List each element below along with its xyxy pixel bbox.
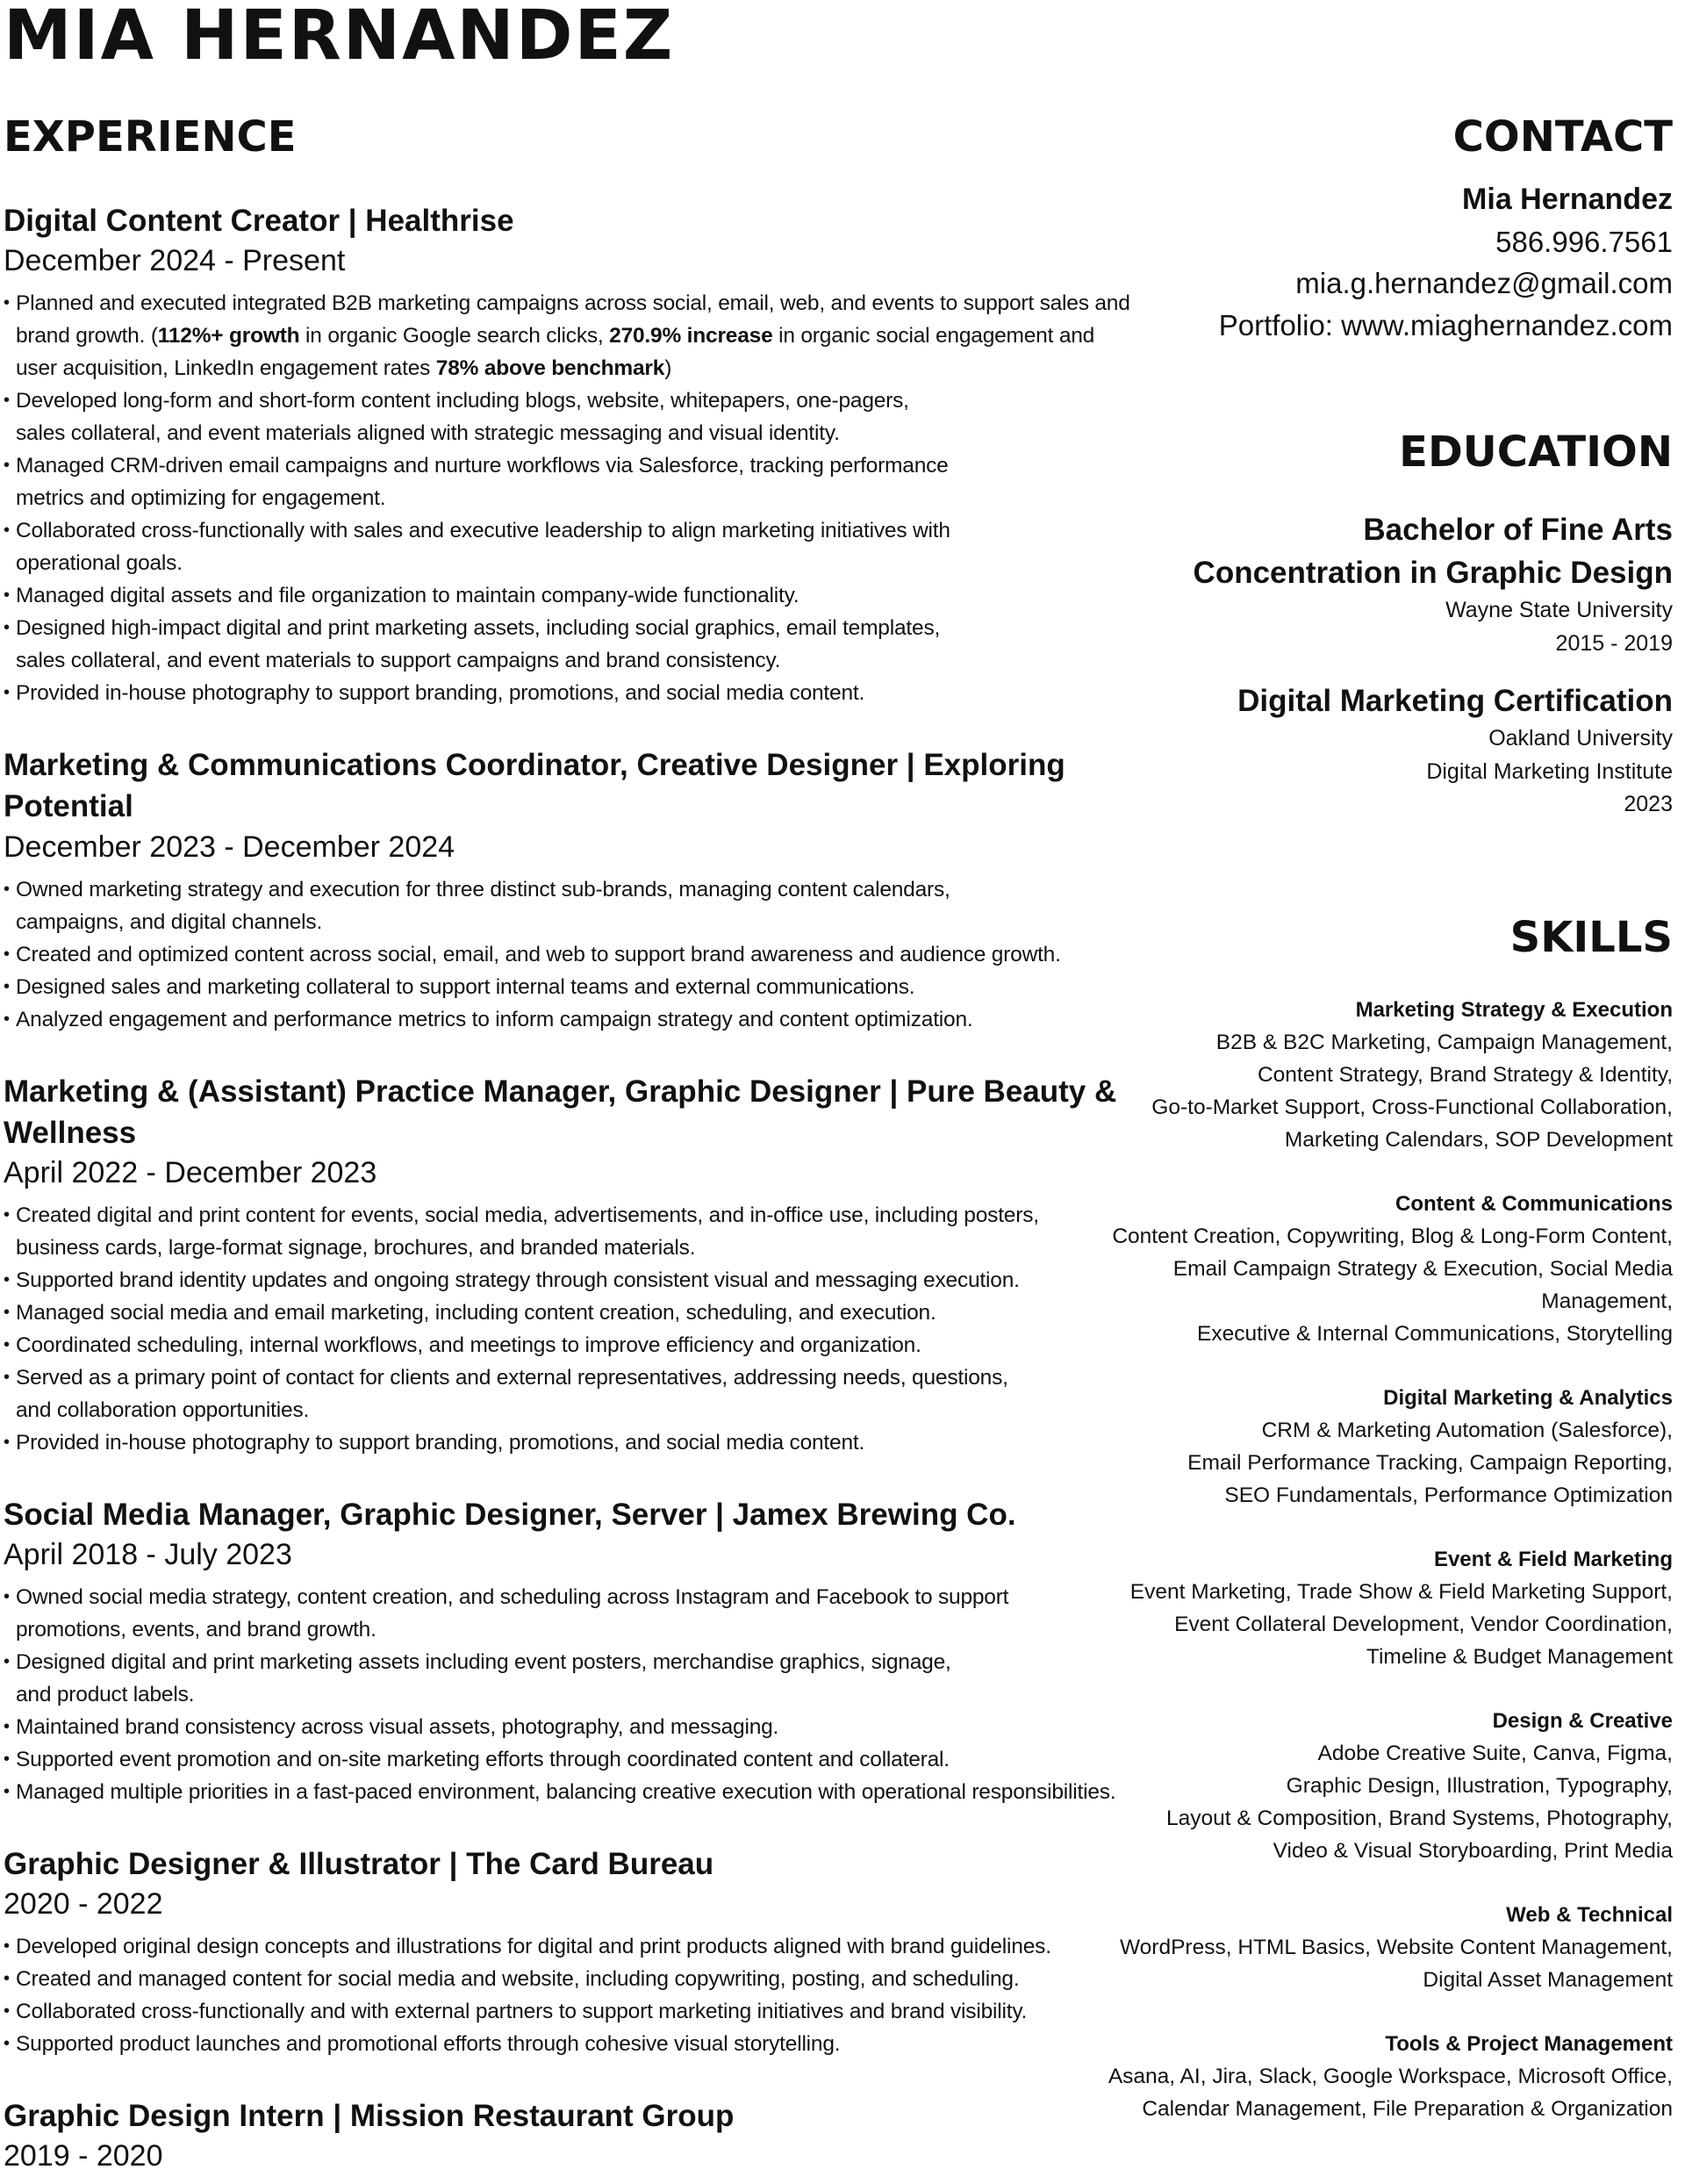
job-bullet: • Planned and executed integrated B2B marketing campaigns across social, email, web, and events to support sales and brand growth. (112%+ growth in organic Google search clicks, 270.9% increase in organic social engagement and user acquisition, LinkedIn engagement rates 78% above benchmark) [4, 287, 1136, 384]
degree-line-1: Bachelor of Fine Arts [1363, 513, 1673, 548]
job-dates: 2020 - 2022 [4, 1887, 163, 1922]
job-title: Digital Content Creator | Healthrise [4, 204, 514, 238]
job-bullet: • Supported product launches and promotional efforts through cohesive visual storytelling. [4, 2028, 1136, 2060]
job-bullet: • Owned marketing strategy and execution for three distinct sub-brands, managing content calendars, campaigns, and digital channels. [4, 873, 1136, 938]
job-entry [4, 1494, 1136, 1808]
job-bullet: • Designed high-impact digital and print marketing assets, including social graphics, email templates, sales collateral, and event materials to support campaigns and brand consistency. [4, 612, 1136, 677]
job-bullet: • Managed digital assets and file organization to maintain company-wide functionality. [4, 579, 1136, 612]
skill-line: Video & Visual Storyboarding, Print Media [1273, 1838, 1673, 1863]
skill-category: Marketing Strategy & Execution [1355, 997, 1673, 1022]
job-dates: April 2018 - July 2023 [4, 1538, 292, 1572]
certification-institute: Digital Marketing Institute [1426, 758, 1673, 784]
skill-line: Timeline & Budget Management [1366, 1644, 1673, 1669]
skill-line: Marketing Calendars, SOP Development [1284, 1127, 1673, 1152]
skill-line: Event Collateral Development, Vendor Coordination, [1174, 1612, 1673, 1636]
job-bullet: • Created digital and print content for events, social media, advertisements, and in-office use, including posters, business cards, large-format signage, brochures, and branded materials. [4, 1199, 1136, 1264]
skill-category: Digital Marketing & Analytics [1383, 1385, 1673, 1410]
skill-group [1041, 1188, 1673, 1350]
job-dates: April 2022 - December 2023 [4, 1156, 377, 1190]
job-title: Graphic Design Intern | Mission Restaurant Group [4, 2099, 735, 2134]
skill-line: WordPress, HTML Basics, Website Content Management, [1120, 1935, 1673, 1959]
job-bullets [4, 287, 1136, 709]
job-bullet: • Created and managed content for social media and website, including copywriting, posting, and scheduling. [4, 1963, 1136, 1995]
job-list [4, 200, 1136, 2177]
job-bullet: • Provided in-house photography to support branding, promotions, and social media content. [4, 677, 1136, 709]
job-bullets [4, 1199, 1136, 1459]
skill-line: CRM & Marketing Automation (Salesforce), [1261, 1418, 1673, 1442]
degree-title [1041, 508, 1673, 594]
skill-group [1041, 2028, 1673, 2125]
skill-line: Content Strategy, Brand Strategy & Identity, [1257, 1062, 1673, 1087]
job-entry [4, 1071, 1136, 1459]
skill-group [1041, 994, 1673, 1156]
job-bullet: • Managed social media and email marketing, including content creation, scheduling, and execution. [4, 1297, 1136, 1329]
job-entry [4, 744, 1136, 1035]
skill-line: Digital Asset Management [1423, 1967, 1673, 1992]
job-title: Marketing & (Assistant) Practice Manager, Graphic Designer | Pure Beauty & Wellness [4, 1074, 1117, 1150]
contact-phone: 586.996.7561 [1495, 225, 1673, 258]
skill-category: Web & Technical [1506, 1902, 1673, 1927]
job-bullet: • Supported event promotion and on-site marketing efforts through coordinated content and collateral. [4, 1743, 1136, 1776]
job-dates: December 2023 - December 2024 [4, 830, 455, 864]
degree-school: Wayne State University [1445, 598, 1673, 623]
job-entry [4, 200, 1136, 709]
job-bullet: • Coordinated scheduling, internal workflows, and meetings to improve efficiency and organization. [4, 1329, 1136, 1361]
skill-category: Content & Communications [1395, 1191, 1673, 1216]
job-bullet: • Collaborated cross-functionally and with external partners to support marketing initiatives and brand visibility. [4, 1995, 1136, 2028]
skill-line: B2B & B2C Marketing, Campaign Management, [1215, 1030, 1673, 1054]
job-bullet: • Developed original design concepts and illustrations for digital and print products aligned with brand guidelines. [4, 1930, 1136, 1963]
skill-line: Email Performance Tracking, Campaign Reporting, [1187, 1450, 1673, 1475]
skills-heading: SKILLS [1509, 912, 1673, 962]
job-title: Graphic Designer & Illustrator | The Card Bureau [4, 1847, 714, 1882]
education-heading: EDUCATION [1399, 427, 1673, 478]
resume-name: MIA HERNANDEZ [4, 0, 675, 75]
job-bullet: • Maintained brand consistency across visual assets, photography, and messaging. [4, 1711, 1136, 1743]
skill-category: Design & Creative [1492, 1708, 1673, 1733]
job-bullet: • Collaborated cross-functionally with sales and executive leadership to align marketing initiatives with operational goals. [4, 514, 1136, 579]
job-bullet: • Provided in-house photography to support branding, promotions, and social media content. [4, 1426, 1136, 1459]
certification-year: 2023 [1624, 792, 1673, 817]
job-title: Marketing & Communications Coordinator, Creative Designer | Exploring Potential [4, 748, 1065, 824]
skill-line: Adobe Creative Suite, Canva, Figma, [1317, 1741, 1673, 1765]
job-bullets [4, 1581, 1136, 1808]
job-bullets [4, 1930, 1136, 2060]
skill-line: Layout & Composition, Brand Systems, Photography, [1166, 1806, 1673, 1830]
contact-heading: CONTACT [1452, 112, 1673, 162]
job-bullet: • Managed CRM-driven email campaigns and nurture workflows via Salesforce, tracking performance metrics and optimizing for engagement. [4, 449, 1136, 514]
experience-heading: EXPERIENCE [4, 112, 297, 162]
skill-line: Graphic Design, Illustration, Typography, [1286, 1773, 1673, 1798]
job-dates: December 2024 - Present [4, 244, 346, 278]
experience-column [4, 112, 1136, 2182]
skill-line: Go-to-Market Support, Cross-Functional Collaboration, [1151, 1095, 1673, 1119]
skill-line: Content Creation, Copywriting, Blog & Long-Form Content, [1112, 1224, 1673, 1248]
skill-group [1041, 1705, 1673, 1867]
job-bullets [4, 873, 1136, 1036]
skill-group [1041, 1899, 1673, 1996]
skill-group [1041, 1382, 1673, 1512]
job-bullet: • Created and optimized content across social, email, and web to support brand awareness and audience growth. [4, 938, 1136, 971]
skill-group [1041, 1543, 1673, 1673]
certification-school: Oakland University [1488, 726, 1673, 751]
skill-line: Executive & Internal Communications, Storytelling [1197, 1321, 1673, 1346]
skill-line: SEO Fundamentals, Performance Optimization [1224, 1483, 1673, 1507]
contact-email: mia.g.hernandez@gmail.com [1295, 267, 1673, 300]
certification-title: Digital Marketing Certification [1237, 684, 1673, 719]
degree-line-2: Concentration in Graphic Design [1193, 556, 1673, 591]
job-bullet: • Designed digital and print marketing assets including event posters, merchandise graphics, signage, and product labels. [4, 1646, 1136, 1711]
job-bullet: • Owned social media strategy, content creation, and scheduling across Instagram and Facebook to support promotions, events, and brand growth. [4, 1581, 1136, 1646]
skill-line: Asana, AI, Jira, Slack, Google Workspace, Microsoft Office, [1108, 2064, 1673, 2088]
job-entry [4, 2095, 1136, 2177]
job-bullet: • Developed long-form and short-form content including blogs, website, whitepapers, one-pagers, sales collateral, and event materials aligned with strategic messaging and visual identity. [4, 384, 1136, 449]
job-bullet: • Served as a primary point of contact for clients and external representatives, addressing needs, questions, and collaboration opportunities. [4, 1361, 1136, 1426]
job-bullet: • Analyzed engagement and performance metrics to inform campaign strategy and content optimization. [4, 1003, 1136, 1036]
skill-line: Email Campaign Strategy & Execution, Social Media Management, [1172, 1256, 1673, 1313]
job-dates: 2019 - 2020 [4, 2139, 163, 2173]
job-bullet: • Designed sales and marketing collateral to support internal teams and external communications. [4, 971, 1136, 1003]
skills-list [1041, 994, 1673, 2125]
degree-years: 2015 - 2019 [1555, 630, 1673, 656]
job-bullet: • Managed multiple priorities in a fast-paced environment, balancing creative execution with operational responsibilities. [4, 1776, 1136, 1808]
job-title: Social Media Manager, Graphic Designer, Server | Jamex Brewing Co. [4, 1497, 1016, 1532]
contact-portfolio: Portfolio: www.miaghernandez.com [1218, 309, 1673, 342]
skill-line: Event Marketing, Trade Show & Field Marketing Support, [1129, 1579, 1673, 1604]
job-bullet: • Supported brand identity updates and ongoing strategy through consistent visual and messaging execution. [4, 1264, 1136, 1297]
contact-name: Mia Hernandez [1462, 183, 1673, 216]
job-entry [4, 1843, 1136, 2060]
skill-category: Event & Field Marketing [1433, 1547, 1673, 1571]
skill-line: Calendar Management, File Preparation & Organization [1142, 2096, 1673, 2121]
sidebar-column [1041, 112, 1673, 2125]
skill-category: Tools & Project Management [1385, 2031, 1673, 2056]
